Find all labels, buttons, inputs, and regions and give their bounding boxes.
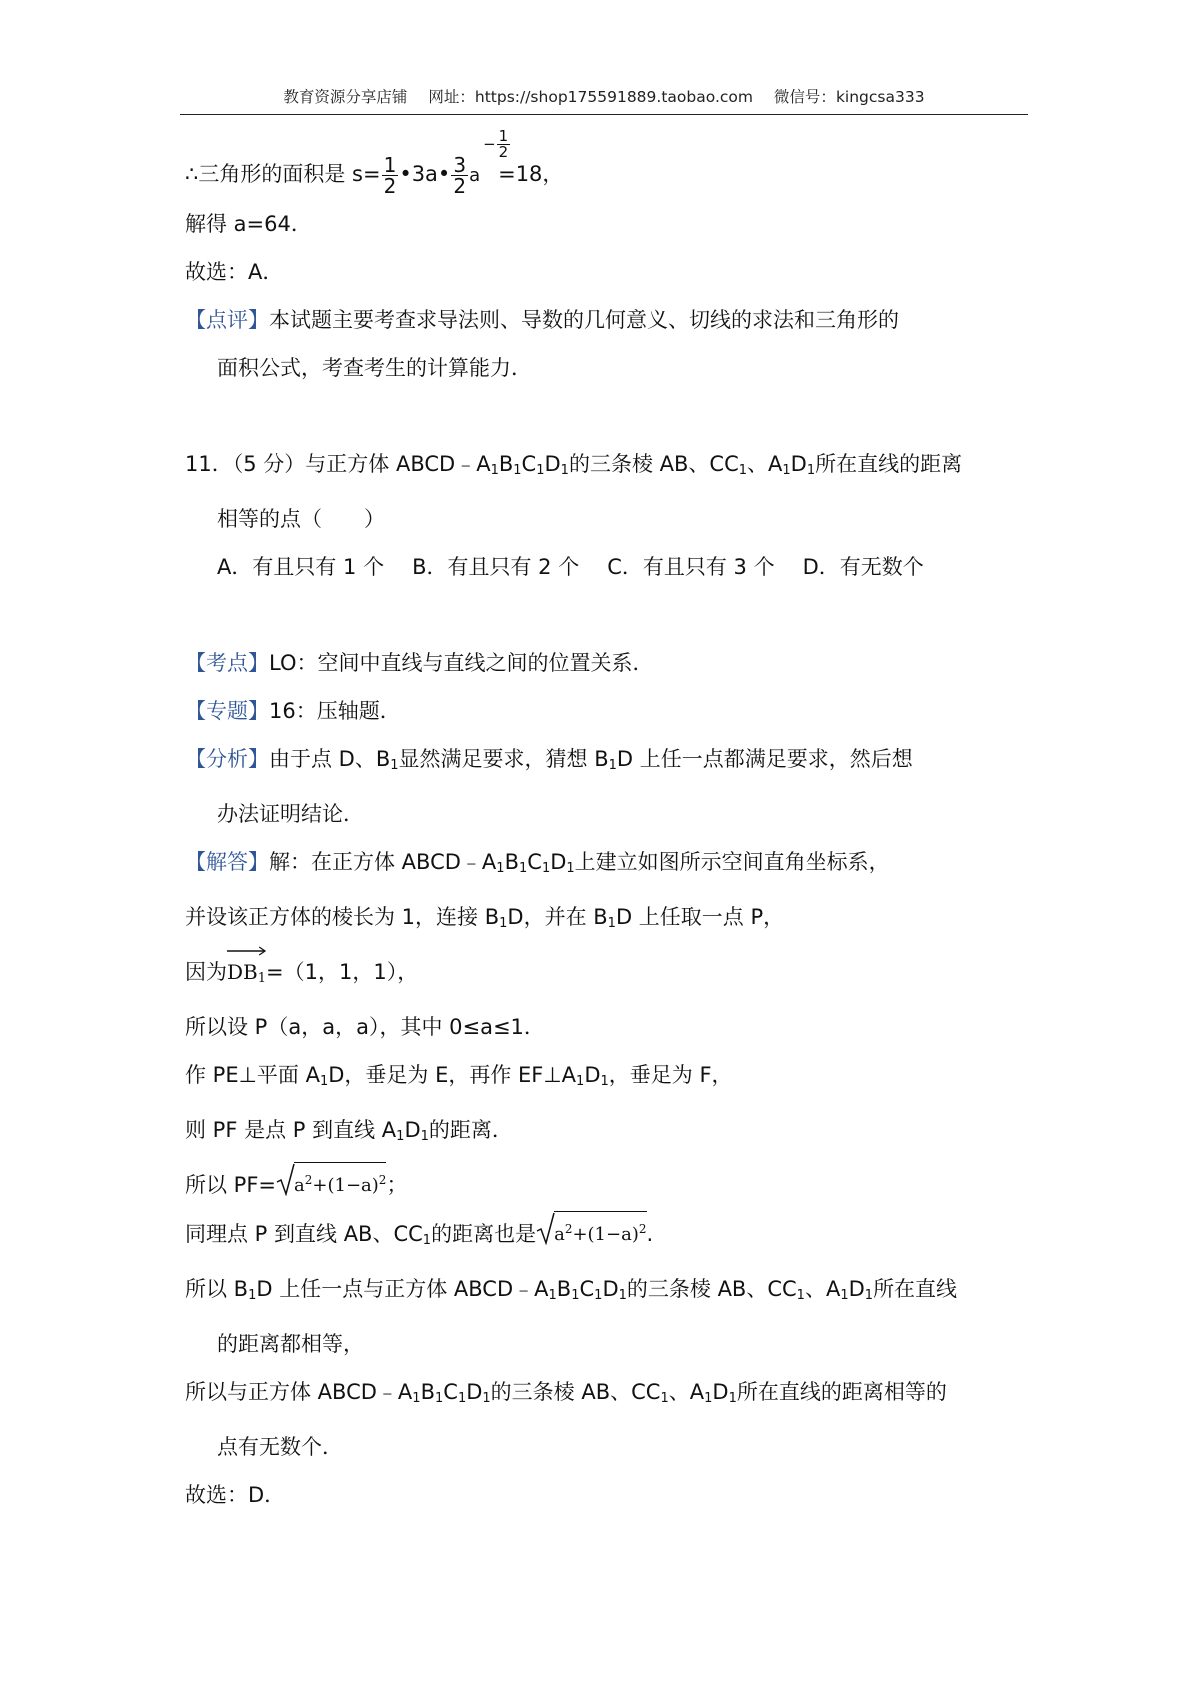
question-stem: 11．（5 分）与正方体 $ABCD﹣A_1B_1C_1D_1$的三条棱 AB、$CC_1$、$A_1D_1$所在直线的距离 — [185, 452, 963, 478]
review-line-2: 面积公式，考查考生的计算能力． — [217, 356, 532, 380]
solution-line-4: 所以设 P（a，a，a），其中 0≤a≤1． — [185, 1015, 545, 1039]
wechat-id: kingcsa333 — [835, 88, 925, 106]
solution-line-9b: 的距离都相等， — [217, 1332, 364, 1356]
vector-db1: $DB_1$ — [227, 948, 266, 1003]
page-header — [180, 80, 1028, 115]
choice-d[interactable]: D．有无数个 — [802, 555, 924, 579]
jieda-line: 【解答】解：在正方体 $ABCD﹣A_1B_1C_1D_1$上建立如图所示空间直角坐标系， — [185, 850, 890, 876]
question-choices — [185, 543, 1030, 591]
solution-line-9: 所以 $B_1D$ 上任一点与正方体 $ABCD﹣A_1B_1C_1D_1$的三条棱 AB、$CC_1$、$A_1D_1$所在直线 — [185, 1277, 958, 1303]
jieda-tag: 【解答】 — [185, 850, 269, 874]
wechat-label: 微信号： — [773, 88, 836, 106]
fraction-three-halves: $\frac{3}{2}$ — [453, 152, 467, 198]
review-line: 【点评】本试题主要考查求导法则、导数的几何意义、切线的求法和三角形的 — [185, 308, 899, 332]
answer-line-d: 故选：D． — [185, 1483, 286, 1507]
fenxi-line: 【分析】由于点 D、$B_1$显然满足要求，猜想 $B_1D$ 上任一点都满足要求，然后想 — [185, 747, 913, 773]
area-formula-line: ∴三角形的面积是 s= $\frac{1}{2}$ •3a• $\frac{3}{2}$ a − $\frac{1}{2}$ =18， — [185, 150, 1030, 200]
solution-line-7: 所以 PF= $a^2+(1-a)^2$； — [185, 1161, 1030, 1210]
solution-line-6: 则 PF 是点 P 到直线 $A_1D_1$的距离． — [185, 1118, 513, 1144]
solution-line-8: 同理点 P 到直线 AB、$CC_1$的距离也是 $a^2+(1-a)^2$. — [185, 1210, 1030, 1265]
kaodian-line: 【考点】LO：空间中直线与直线之间的位置关系． — [185, 651, 654, 675]
zhuanti-tag: 【专题】 — [185, 699, 269, 723]
choice-b[interactable]: B．有且只有 2 个 — [412, 555, 580, 579]
choice-a[interactable]: A．有且只有 1 个 — [217, 555, 385, 579]
site-label: 网址： — [428, 88, 475, 106]
answer-line-a: 故选：A． — [185, 260, 284, 284]
kaodian-tag: 【考点】 — [185, 651, 269, 675]
fenxi-line-2: 办法证明结论． — [217, 802, 364, 826]
solution-line-10b: 点有无数个． — [217, 1435, 343, 1459]
fraction-half: $\frac{1}{2}$ — [383, 152, 397, 198]
solve-line: 解得 a=64． — [185, 212, 312, 236]
site-url[interactable]: https://shop175591889.taobao.com — [474, 88, 753, 106]
solution-line-10: 所以与正方体 $ABCD﹣A_1B_1C_1D_1$的三条棱 AB、$CC_1$、$A_1D_1$所在直线的距离相等的 — [185, 1380, 947, 1406]
fenxi-tag: 【分析】 — [185, 747, 269, 771]
power-expression: a − $\frac{1}{2}$ — [469, 127, 509, 186]
choice-c[interactable]: C．有且只有 3 个 — [607, 555, 775, 579]
solution-line-5: 作 PE⊥平面 $A_1D$，垂足为 E，再作 $EF\perp A_1D_1$，垂足为 F， — [185, 1063, 733, 1089]
document-body — [185, 127, 1030, 1519]
solution-line-3: 因为 $DB_1=(1$，1，1）， — [185, 948, 1030, 1003]
review-tag: 【点评】 — [185, 308, 269, 332]
solution-line-2: 并设该正方体的棱长为 1，连接 $B_1D$，并在 $B_1D$ 上任取一点 P， — [185, 905, 785, 931]
sqrt-expression-2: $a^2+(1-a)^2$ — [536, 1211, 646, 1259]
question-stem-2: 相等的点（ ） — [217, 507, 385, 531]
zhuanti-line: 【专题】16：压轴题． — [185, 699, 401, 723]
shop-name: 教育资源分享店铺 — [283, 88, 408, 106]
sqrt-expression: $a^2+(1-a)^2$ — [276, 1162, 386, 1210]
